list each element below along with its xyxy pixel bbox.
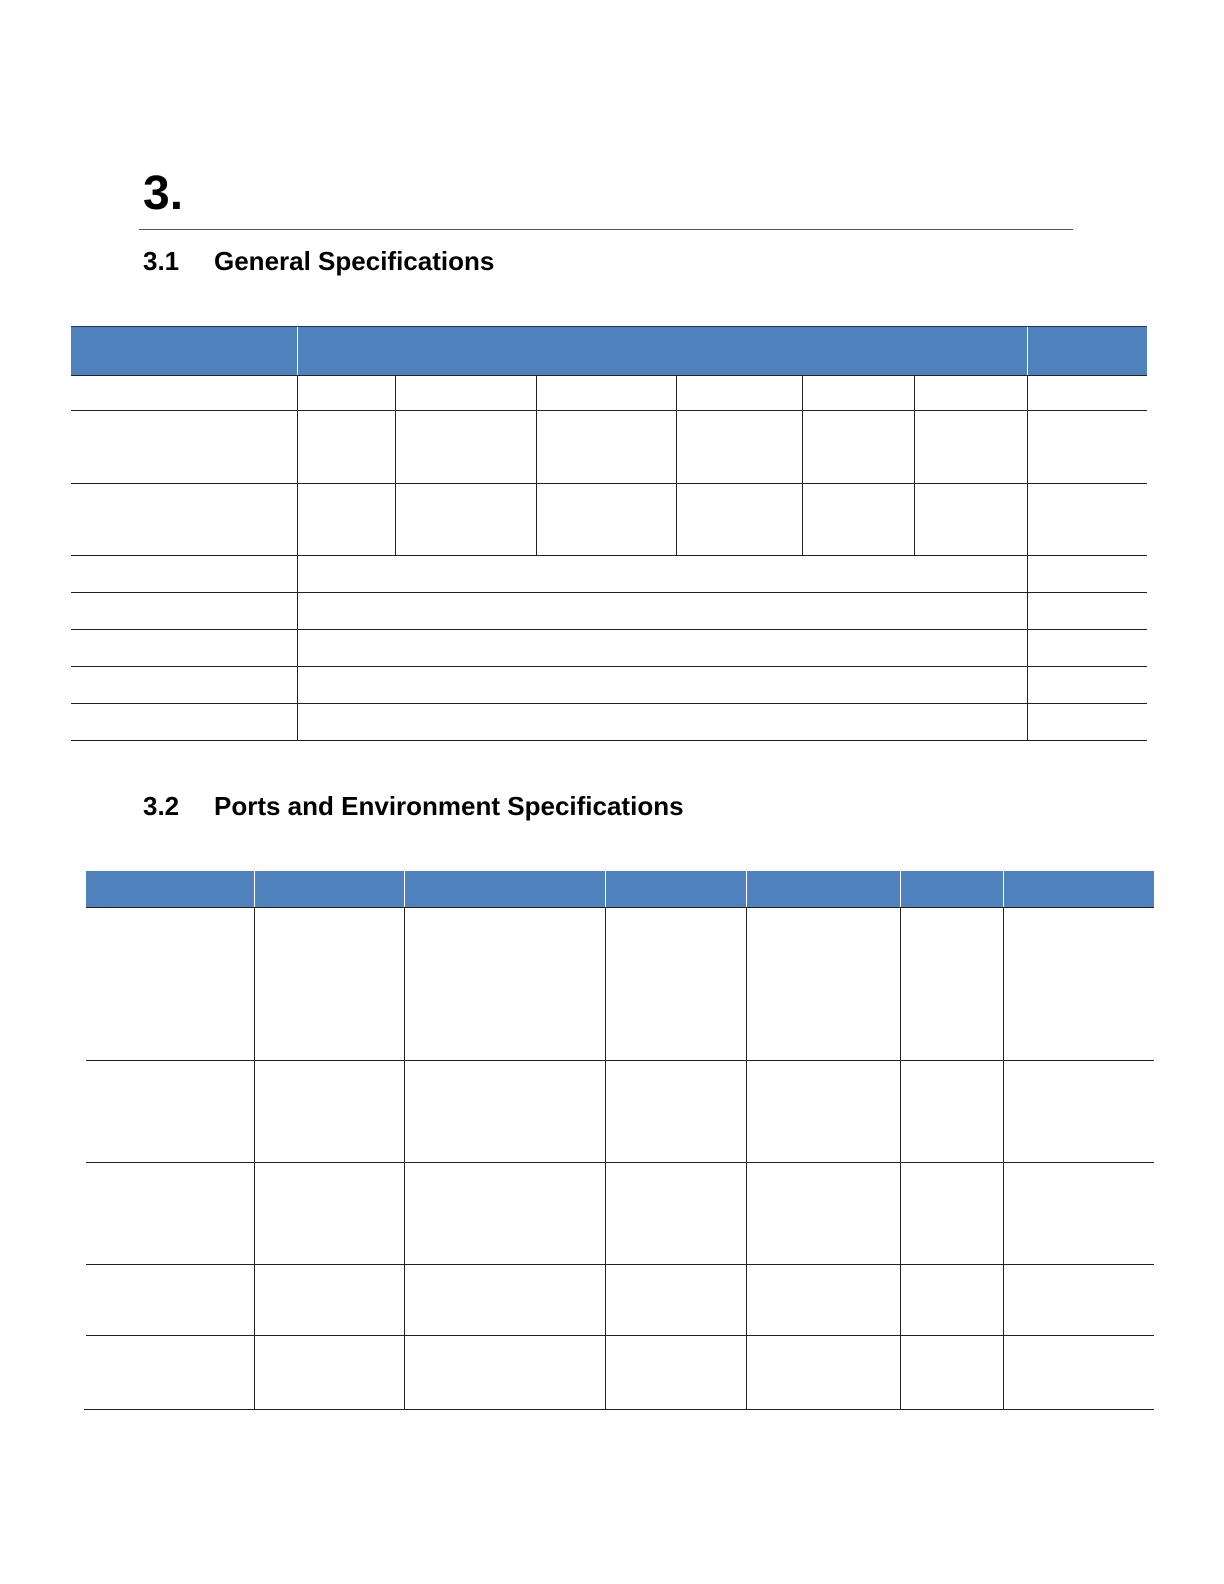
chapter-divider — [139, 229, 1073, 230]
section-heading-general-specifications — [143, 245, 494, 277]
chapter-number: 3. — [143, 167, 184, 220]
table-row — [71, 740, 1147, 741]
table-row — [71, 375, 1147, 376]
section-number: 3.1 — [143, 246, 180, 276]
section-title: General Specifications — [214, 246, 495, 276]
table-row — [86, 1060, 1154, 1061]
table-row — [71, 629, 1147, 630]
table-row — [71, 555, 1147, 556]
table-header-row — [86, 871, 1154, 907]
table-row — [71, 666, 1147, 667]
table-row — [86, 907, 1154, 908]
table-row — [86, 1162, 1154, 1163]
table-row — [71, 483, 1147, 484]
table-row — [71, 592, 1147, 593]
table-header-row — [71, 326, 1147, 375]
section-number: 3.2 — [143, 791, 180, 821]
section-heading-ports-environment-specifications — [143, 790, 684, 822]
table-row — [71, 703, 1147, 704]
section-title: Ports and Environment Specifications — [214, 791, 684, 821]
table-row — [86, 1264, 1154, 1265]
table-row — [86, 1335, 1154, 1336]
table-row — [71, 410, 1147, 411]
table-row — [84, 1409, 1154, 1410]
